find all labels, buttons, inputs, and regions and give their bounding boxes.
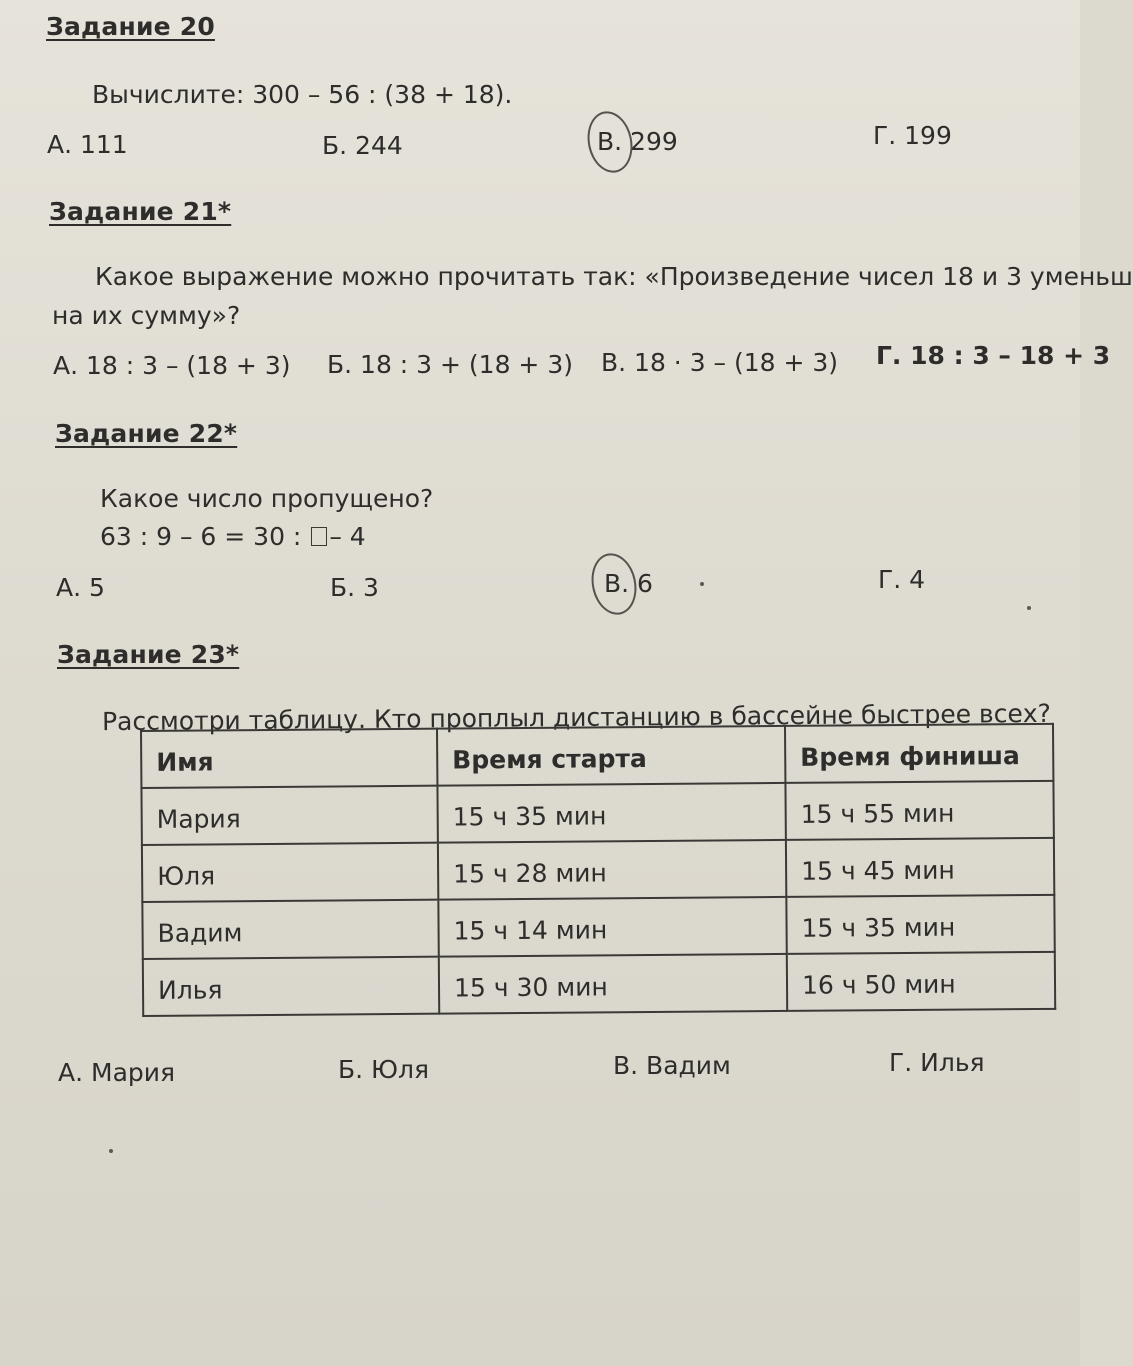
task-21-question-line-1: Какое выражение можно прочитать так: «Произведение чисел 18 и 3 уменьш xyxy=(95,262,1133,291)
task-23-option-d: Г. Илья xyxy=(889,1048,985,1077)
cell-start-time: 15 ч 14 мин xyxy=(438,897,786,957)
task-20-option-b: Б. 244 xyxy=(322,131,403,160)
cell-finish-time: 15 ч 55 мин xyxy=(785,781,1053,840)
task-20-option-c: В. 299 xyxy=(597,127,678,156)
task-22-equation-left: 63 : 9 – 6 = 30 : xyxy=(100,522,302,551)
cell-finish-time: 15 ч 45 мин xyxy=(786,838,1054,897)
cell-start-time: 15 ч 28 мин xyxy=(438,840,786,900)
task-23-option-b: Б. Юля xyxy=(338,1055,430,1084)
cell-start-time: 15 ч 30 мин xyxy=(439,954,787,1014)
task-21-question-line-2: на их сумму»? xyxy=(52,301,241,330)
cell-finish-time: 16 ч 50 мин xyxy=(787,952,1055,1011)
task-23-heading: Задание 23* xyxy=(57,640,240,669)
table-row xyxy=(142,895,1054,959)
task-23-option-c: В. Вадим xyxy=(613,1051,731,1080)
task-21-heading: Задание 21* xyxy=(49,197,232,226)
pencil-dot-mark xyxy=(1027,606,1031,610)
swim-times-table xyxy=(140,723,1056,1017)
task-21-option-b: Б. 18 : 3 + (18 + 3) xyxy=(327,350,573,379)
task-20-question: Вычислите: 300 – 56 : (38 + 18). xyxy=(92,80,513,109)
task-22-question: Какое число пропущено? xyxy=(100,484,434,513)
cell-finish-time: 15 ч 35 мин xyxy=(786,895,1054,954)
task-21-option-a: А. 18 : 3 – (18 + 3) xyxy=(53,351,291,380)
task-20-option-a: А. 111 xyxy=(47,130,128,159)
task-22-equation-right: – 4 xyxy=(329,522,366,551)
cell-start-time: 15 ч 35 мин xyxy=(437,783,785,843)
task-23-question: Рассмотри таблицу. Кто проплыл дистанцию в бассейне быстрее всех? xyxy=(101,698,1051,737)
task-22-equation xyxy=(100,522,366,551)
task-20-answer-circle-mark xyxy=(582,107,638,177)
task-21-option-d: Г. 18 : 3 – 18 + 3 xyxy=(876,341,1111,370)
cell-name: Мария xyxy=(141,786,437,845)
table-row xyxy=(143,952,1055,1016)
cell-name: Илья xyxy=(143,957,439,1016)
missing-number-box xyxy=(311,527,327,546)
task-22-option-c: В. 6 xyxy=(604,569,653,598)
column-header-name: Имя xyxy=(141,729,437,788)
table-row xyxy=(141,781,1053,845)
cell-name: Юля xyxy=(142,843,438,902)
task-22-answer-circle-mark xyxy=(586,549,642,619)
column-header-start-time: Время старта xyxy=(437,726,785,786)
task-22-option-d: Г. 4 xyxy=(878,565,926,594)
task-22-option-a: А. 5 xyxy=(56,573,105,602)
task-20-heading: Задание 20 xyxy=(46,12,215,41)
pencil-dot-mark xyxy=(109,1149,113,1153)
pencil-dot-mark xyxy=(700,582,704,586)
column-header-finish-time: Время финиша xyxy=(785,724,1053,783)
cell-name: Вадим xyxy=(142,900,438,959)
table-row xyxy=(142,838,1054,902)
task-22-option-b: Б. 3 xyxy=(330,573,379,602)
task-23-option-a: А. Мария xyxy=(58,1058,176,1087)
task-20-option-d: Г. 199 xyxy=(873,121,952,150)
task-21-option-c: В. 18 · 3 – (18 + 3) xyxy=(601,348,839,377)
task-22-heading: Задание 22* xyxy=(55,419,238,448)
table-header-row xyxy=(141,724,1053,788)
